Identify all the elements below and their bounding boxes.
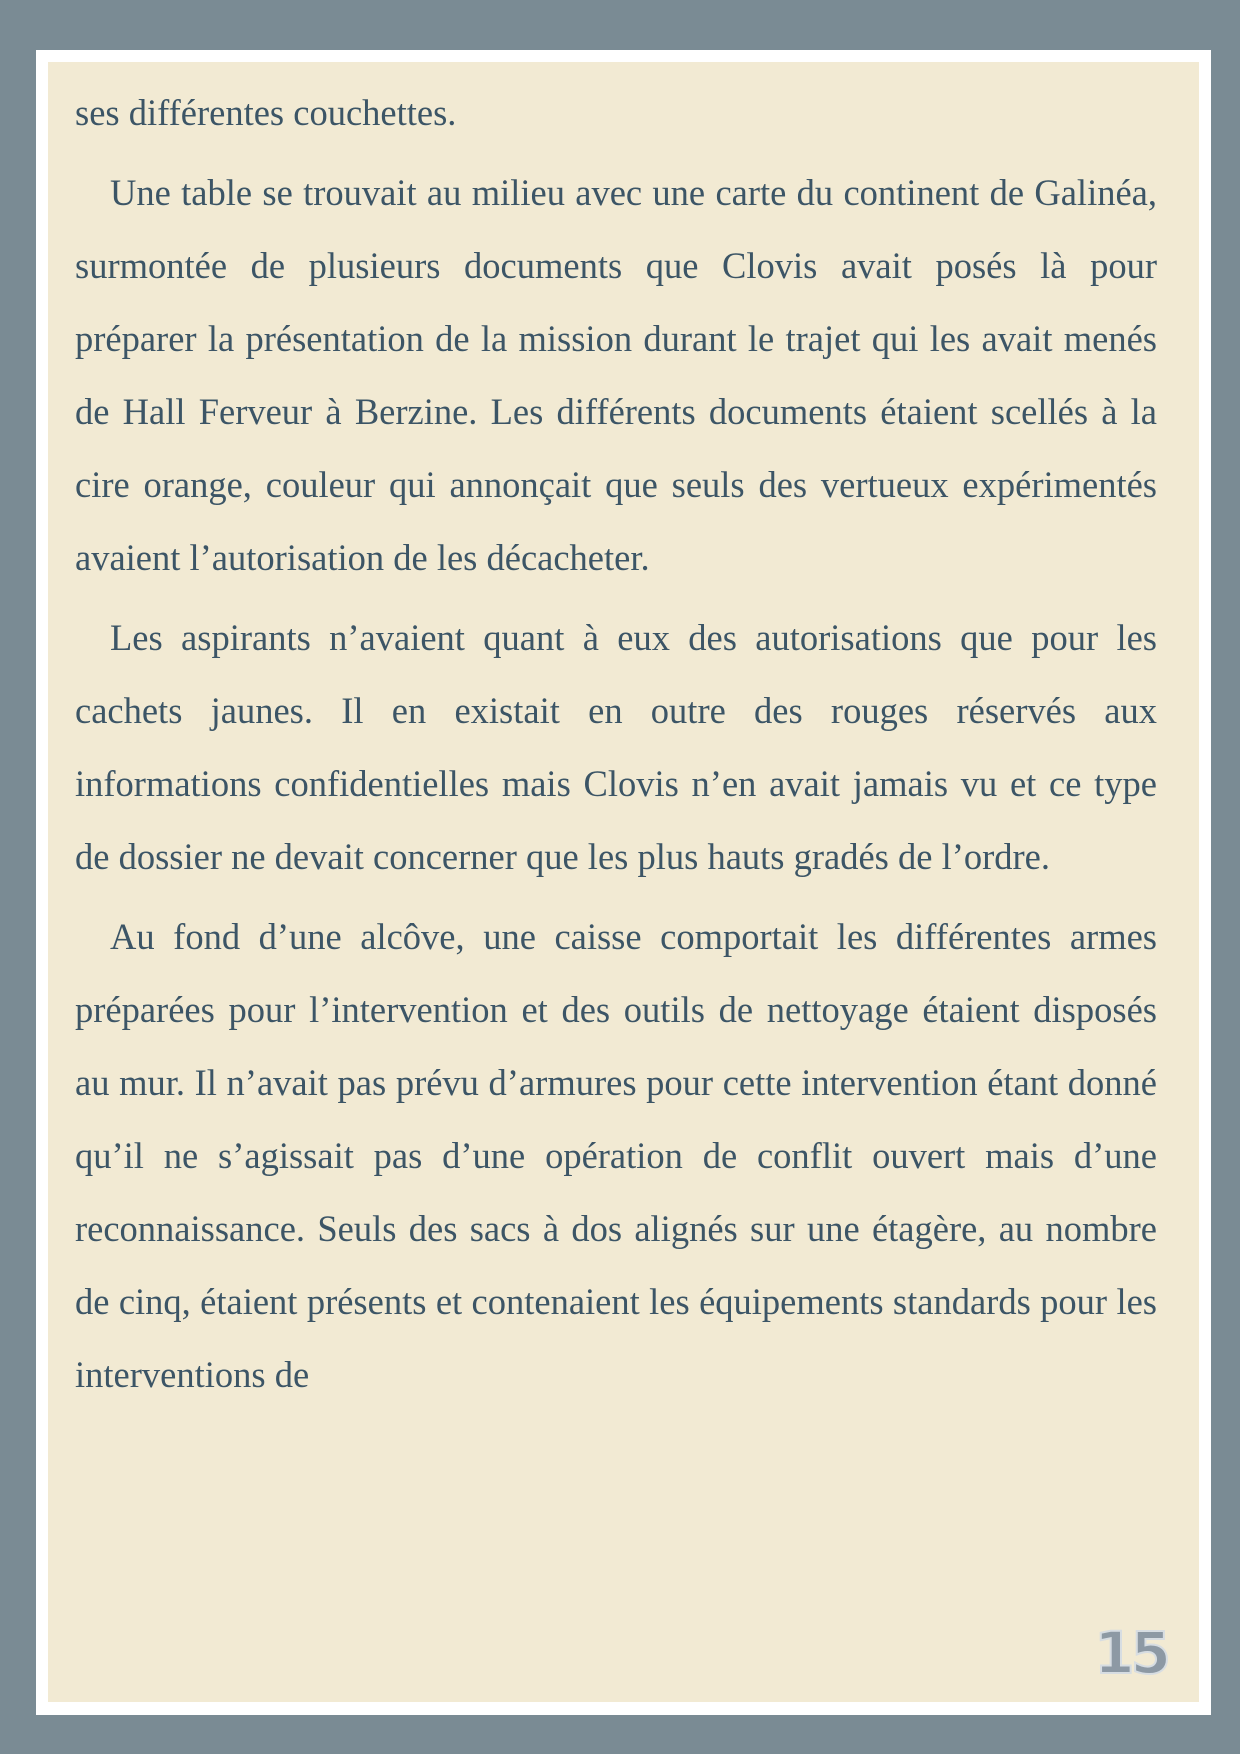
paragraph-continuation: ses différentes couchettes. [75, 92, 457, 133]
paragraph: Une table se trouvait au milieu avec une carte du continent de Galinéa, surmontée de plusieurs documents que Clovis avait posés là pour préparer la présentation de la mission durant le trajet qui les avait menés de Hall Ferveur à Berzine. Les différents documents étaient scellés à la cire orange, couleur qui annonçait que seuls des vertueux expérimentés avaient l’autorisation de les décacheter. [75, 172, 1157, 578]
body-text [75, 76, 1157, 1411]
paragraph: Au fond d’une alcôve, une caisse comportait les différentes armes préparées pour l’intervention et des outils de nettoyage étaient disposés au mur. Il n’avait pas prévu d’armures pour cette intervention étant donné qu’il ne s’agissait pas d’une opération de conflit ouvert mais d’une reconnaissance. Seuls des sacs à dos alignés sur une étagère, au nombre de cinq, étaient présents et contenaient les équipements standards pour les interventions de [75, 916, 1157, 1395]
paragraph: Les aspirants n’avaient quant à eux des autorisations que pour les cachets jaunes. Il en existait en outre des rouges réservés aux informations confidentielles mais Clovis n’en avait jamais vu et ce type de dossier ne devait concerner que les plus hauts gradés de l’ordre. [75, 617, 1157, 877]
book-page [48, 62, 1199, 1702]
page-number: 15 [1094, 1619, 1167, 1687]
